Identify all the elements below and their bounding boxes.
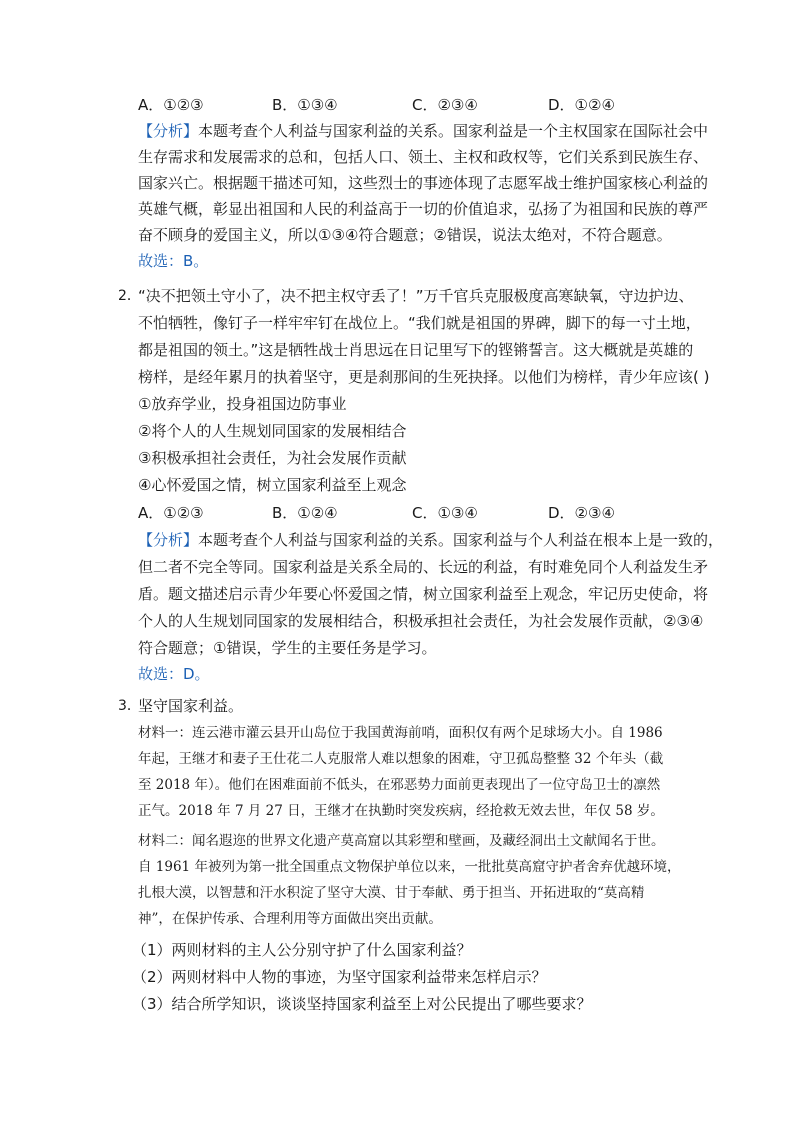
q2-number: 2．: [118, 288, 141, 304]
q1-analysis-line: 英雄气概，彰显出祖国和人民的利益高于一切的价值追求，弘扬了为祖国和民族的尊严: [138, 200, 709, 218]
q2-statement: ③积极承担社会责任，为社会发展作贡献: [138, 449, 407, 467]
q1-option-a: A．①②③: [138, 96, 204, 114]
q3-material-line: 材料二：闻名遐迩的世界文化遗产莫高窟以其彩塑和壁画，及藏经洞出土文献闻名于世。: [138, 833, 665, 849]
q2-stem-line: 都是祖国的领土。”这是牺牲战士肖思远在日记里写下的铿锵誓言。这大概就是英雄的: [138, 341, 694, 359]
q2-analysis-line: 符合题意；①错误，学生的主要任务是学习。: [138, 639, 437, 657]
q3-material-line: 年起，王继才和妻子王仕花二人克服常人难以想象的困难，守卫孤岛整整 32 个年头（截: [138, 751, 664, 767]
q3-subquestion: （2）两则材料中人物的事迹，为坚守国家利益带来怎样启示？: [132, 968, 547, 986]
q1-analysis-line: 奋不顾身的爱国主义，所以①③④符合题意；②错误，说法太绝对，不符合题意。: [138, 226, 672, 244]
q3-title: 坚守国家利益。: [138, 697, 244, 715]
q1-option-d: D．①②④: [548, 96, 615, 114]
q2-option-a: A．①②③: [138, 504, 204, 522]
q3-subquestion: （3）结合所学知识，谈谈坚持国家利益至上对公民提出了哪些要求？: [132, 995, 592, 1013]
q2-analysis-line: 个人的人生规划同国家的发展相结合，积极承担社会责任，为社会发展作贡献，②③④: [138, 612, 704, 630]
q1-analysis-line: 【分析】本题考查个人利益与国家利益的关系。国家利益是一个主权国家在国际社会中: [138, 122, 709, 140]
q1-option-c: C．②③④: [412, 96, 478, 114]
q2-statement: ①放弃学业，投身祖国边防事业: [138, 395, 347, 413]
q1-option-b: B．①③④: [272, 96, 338, 114]
q2-statement: ②将个人的人生规划同国家的发展相结合: [138, 422, 407, 440]
q2-option-b: B．①②④: [272, 504, 338, 522]
q1-analysis-line: 国家兴亡。根据题干描述可知，这些烈士的事迹体现了志愿军战士维护国家核心利益的: [138, 174, 709, 192]
q2-stem-line: 不怕牺牲，像钉子一样牢牢钉在战位上。“我们就是祖国的界碑，脚下的每一寸土地，: [138, 314, 701, 332]
q2-analysis-line: 盾。题文描述启示青少年要心怀爱国之情，树立国家利益至上观念，牢记历史使命，将: [138, 585, 709, 603]
q3-material-line: 正气。2018 年 7 月 27 日，王继才在执勤时突发疾病，经抢救无效去世，年仅 58 岁。: [138, 803, 664, 819]
q3-material-line: 至 2018 年）。他们在困难面前不低头，在邪恶势力面前更表现出了一位守岛卫士的凛然: [138, 777, 661, 793]
q3-material-line: 扎根大漠，以智慧和汗水积淀了坚守大漠、甘于奉献、勇于担当、开拓进取的“莫高精: [138, 885, 645, 901]
q3-material-line: 神”，在保护传承、合理利用等方面做出突出贡献。: [138, 911, 442, 927]
q2-analysis-tag: 【分析】: [138, 531, 199, 549]
q2-stem-line: “决不把领土守小了，决不把主权守丢了！”万千官兵克服极度高寒缺氧，守边护边、: [138, 287, 694, 305]
q1-analysis-line: 生存需求和发展需求的总和，包括人口、领土、主权和政权等，它们关系到民族生存、: [138, 148, 709, 166]
q3-material-line: 自 1961 年被列为第一批全国重点文物保护单位以来，一批批莫高窟守护者舍弃优越环境，: [138, 859, 681, 875]
q3-material-line: 材料一：连云港市灌云县开山岛位于我国黄海前哨，面积仅有两个足球场大小。自 1986: [138, 725, 663, 741]
q2-option-c: C．①③④: [412, 504, 478, 522]
q2-answer: 故选：D。: [138, 665, 210, 683]
q2-analysis-line: 【分析】本题考查个人利益与国家利益的关系。国家利益与个人利益在根本上是一致的，: [138, 531, 724, 549]
q3-subquestion: （1）两则材料的主人公分别守护了什么国家利益？: [132, 941, 472, 959]
q2-statement: ④心怀爱国之情，树立国家利益至上观念: [138, 476, 407, 494]
q3-number: 3．: [118, 698, 141, 714]
q1-answer: 故选：B。: [138, 252, 209, 270]
q2-stem-line: 榜样，是经年累月的执着坚守，更是刹那间的生死抉择。以他们为榜样，青少年应该( ): [138, 368, 710, 386]
q1-analysis-tag: 【分析】: [138, 122, 199, 140]
q2-option-d: D．②③④: [548, 504, 615, 522]
q2-analysis-line: 但二者不完全等同。国家利益是关系全局的、长远的利益，有时难免同个人利益发生矛: [138, 558, 709, 576]
